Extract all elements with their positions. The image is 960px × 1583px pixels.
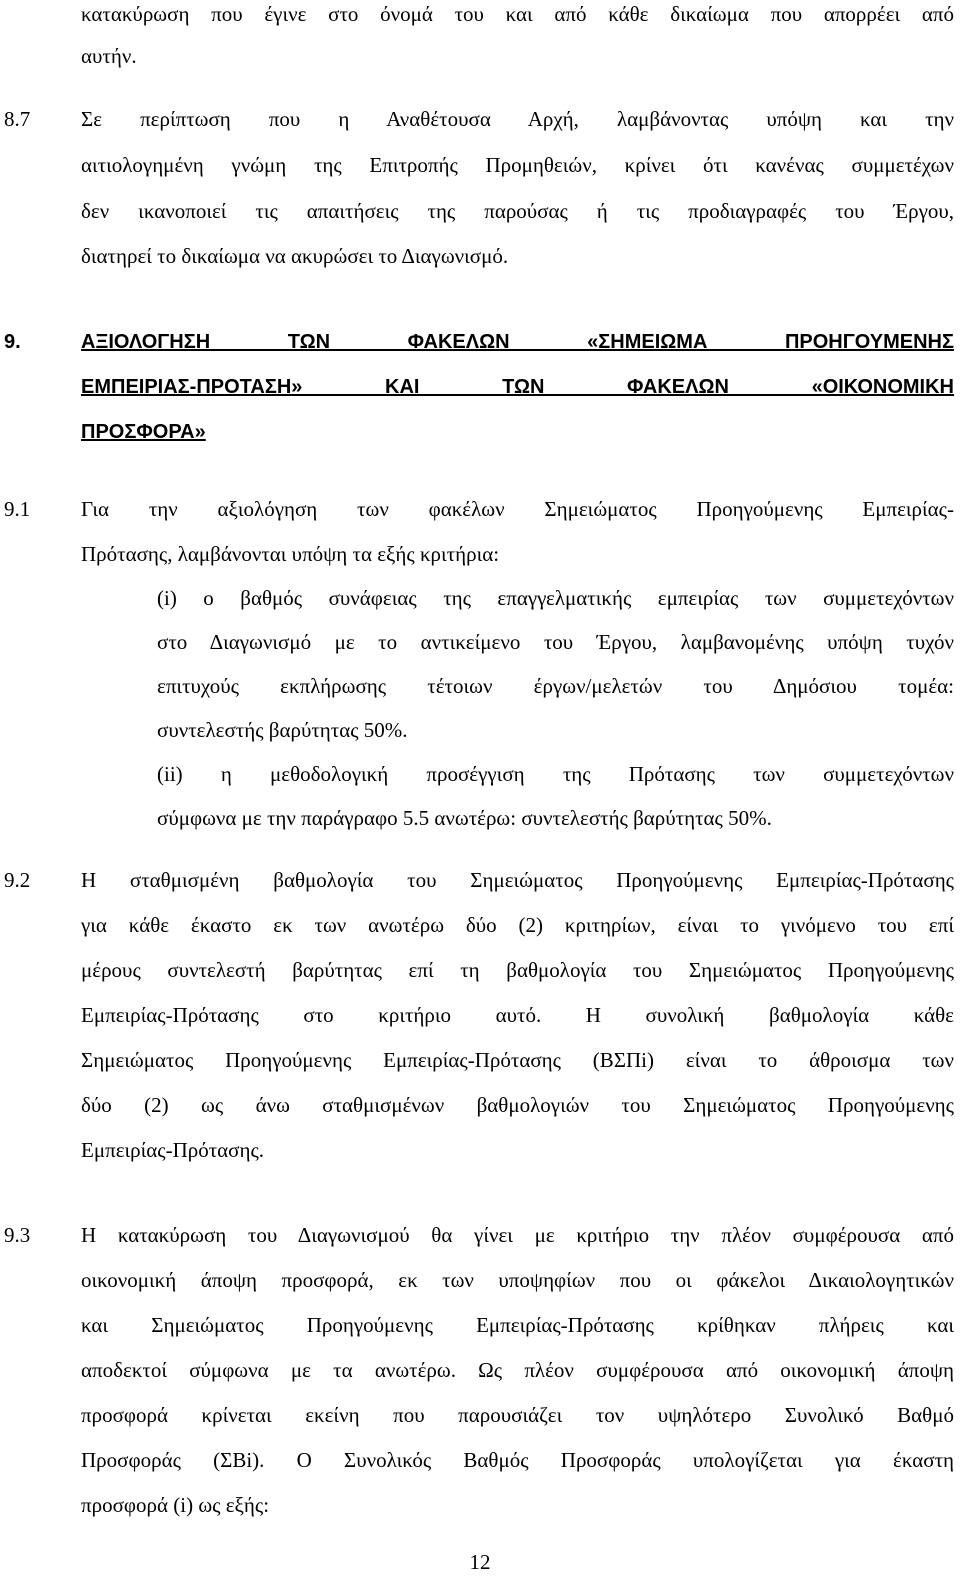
section-number: 8.7 [4,107,31,131]
paragraph-line: δεν ικανοποιεί τις απαιτήσεις της παρούσας ή τις προδιαγραφές του Έργου, [81,199,954,223]
criteria-line: επιτυχούς εκπλήρωσης τέτοιων έργων/μελετών του Δημόσιου τομέα: [157,674,954,698]
paragraph-line: Πρότασης, λαμβάνονται υπόψη τα εξής κριτήρια: [81,542,500,566]
criteria-line: (ii) η μεθοδολογική προσέγγιση της Πρότασης των συμμετεχόντων [157,762,954,786]
paragraph-line: προσφορά κρίνεται εκείνη που παρουσιάζει τον υψηλότερο Συνολικό Βαθμό [81,1403,954,1427]
criteria-line: συντελεστής βαρύτητας 50%. [157,718,408,742]
section-heading-line [81,373,954,401]
criteria-line: (i) ο βαθμός συνάφειας της επαγγελματικής εμπειρίας των συμμετεχόντων [157,586,954,610]
paragraph-line: και Σημειώματος Προηγούμενης Εμπειρίας-Πρότασης κρίθηκαν πλήρεις και [81,1313,954,1337]
paragraph-line: Σε περίπτωση που η Αναθέτουσα Αρχή, λαμβάνοντας υπόψη και την [81,107,954,131]
paragraph-line: Για την αξιολόγηση των φακέλων Σημειώματος Προηγούμενης Εμπειρίας- [81,497,954,521]
paragraph-line: Προσφοράς (ΣΒi). Ο Συνολικός Βαθμός Προσφοράς υπολογίζεται για έκαστη [81,1448,954,1472]
criteria-line: στο Διαγωνισμό με το αντικείμενο του Έργου, λαμβανομένης υπόψη τυχόν [157,630,954,654]
paragraph-line: δύο (2) ως άνω σταθμισμένων βαθμολογιών του Σημειώματος Προηγούμενης [81,1093,954,1117]
paragraph-line: Εμπειρίας-Πρότασης. [81,1138,265,1162]
criteria-line: σύμφωνα με την παράγραφο 5.5 ανωτέρω: συντελεστής βαρύτητας 50%. [157,806,772,830]
section-heading-text: ΠΡΟΣΦΟΡΑ» [81,421,206,443]
paragraph-line: οικονομική άποψη προσφορά, εκ των υποψηφίων που οι φάκελοι Δικαιολογητικών [81,1268,954,1292]
section-number: 9.3 [4,1223,31,1247]
paragraph-line: Εμπειρίας-Πρότασης στο κριτήριο αυτό. Η συνολική βαθμολογία κάθε [81,1003,954,1027]
section-number: 9.2 [4,868,31,892]
paragraph-line: Σημειώματος Προηγούμενης Εμπειρίας-Πρότασης (ΒΣΠi) είναι το άθροισμα των [81,1048,954,1072]
paragraph-line: Η σταθμισμένη βαθμολογία του Σημειώματος Προηγούμενης Εμπειρίας-Πρότασης [81,868,954,892]
section-number: 9.1 [4,497,31,521]
section-heading-line [81,418,954,446]
paragraph-line: μέρους συντελεστή βαρύτητας επί τη βαθμολογία του Σημειώματος Προηγούμενης [81,958,954,982]
paragraph-line: διατηρεί το δικαίωμα να ακυρώσει το Διαγωνισμό. [81,244,509,268]
paragraph-line: αιτιολογημένη γνώμη της Επιτροπής Προμηθειών, κρίνει ότι κανένας συμμετέχων [81,153,954,177]
heading-number: 9. [4,331,21,353]
paragraph-line: Η κατακύρωση του Διαγωνισμού θα γίνει με κριτήριο την πλέον συμφέρουσα από [81,1223,954,1247]
page-number: 12 [469,1550,491,1574]
paragraph-line: προσφορά (i) ως εξής: [81,1493,270,1517]
section-heading-line [81,328,954,356]
section-heading-text: ΕΜΠΕΙΡΙΑΣ-ΠΡΟΤΑΣΗ» ΚΑΙ ΤΩΝ ΦΑΚΕΛΩΝ «ΟΙΚΟΝΟΜΙΚΗ [81,376,954,398]
paragraph-line: κατακύρωση που έγινε στο όνομά του και από κάθε δικαίωμα που απορρέει από [81,2,954,26]
paragraph-line: αυτήν. [81,44,137,68]
paragraph-line: αποδεκτοί σύμφωνα με τα ανωτέρω. Ως πλέον συμφέρουσα από οικονομική άποψη [81,1358,954,1382]
section-heading-text: ΑΞΙΟΛΟΓΗΣΗ ΤΩΝ ΦΑΚΕΛΩΝ «ΣΗΜΕΙΩΜΑ ΠΡΟΗΓΟΥΜΕΝΗΣ [81,331,954,353]
paragraph-line: για κάθε έκαστο εκ των ανωτέρω δύο (2) κριτηρίων, είναι το γινόμενο του επί [81,913,954,937]
